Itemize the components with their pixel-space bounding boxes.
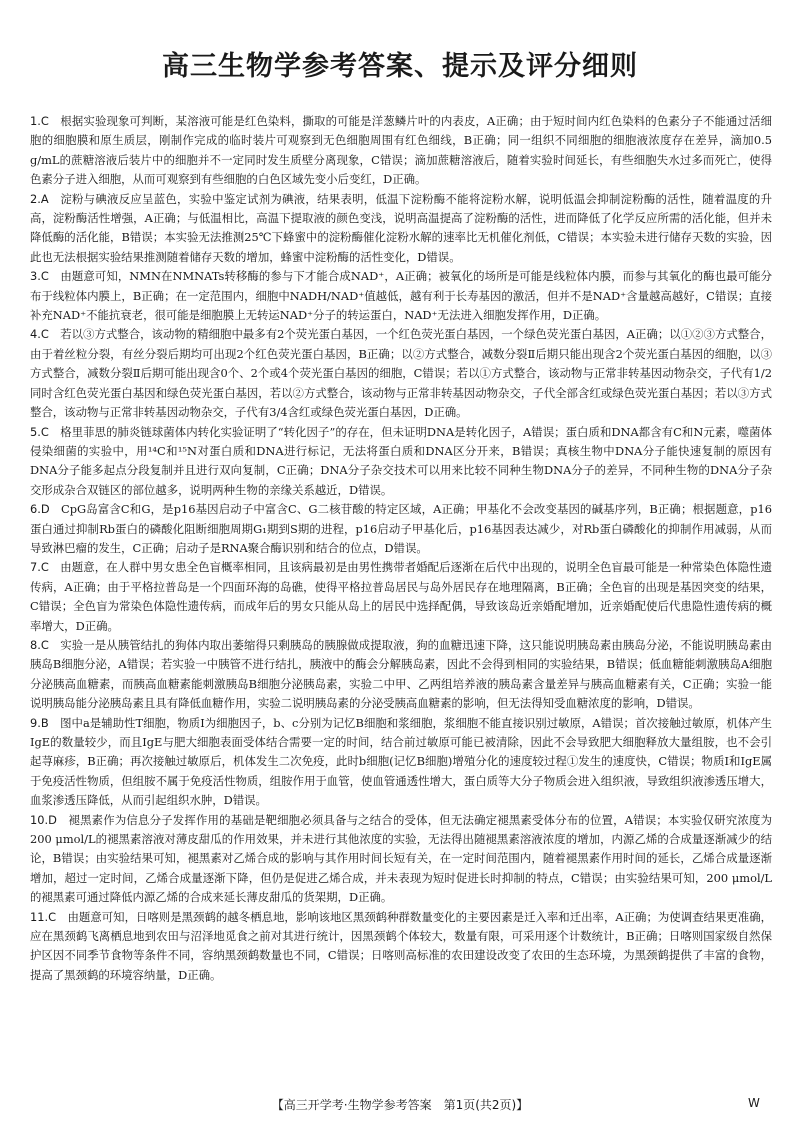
- answer-number: 11.C: [30, 909, 57, 924]
- answer-number: 6.D: [30, 502, 50, 517]
- answer-item: [30, 908, 772, 986]
- answer-explanation: 由题意可知，日喀则是黑颈鹤的越冬栖息地，影响该地区黑颈鹤种群数量变化的主要因素是迁入率和迁出率，A正确；为使调查结果更准确，应在黑颈鹤飞离栖息地到农田与沼泽地觅食之前对其进行统计，因黑颈鹤个体较大，数量有限，可采用逐个计数统计，B正确；日喀则国家级自然保护区因不同季节食物等条件不同，容纳黑颈鹤数量也不同，C错误；日喀则高标准的农田建设改变了农田的生态环境，为黑颈鹤提供了丰富的食物，提高了黑颈鹤的环境容纳量，D正确。: [30, 909, 772, 982]
- answer-number: 2.A: [30, 191, 49, 206]
- answer-explanation: 淀粉与碘液反应呈蓝色，实验中鉴定试剂为碘液，结果表明，低温下淀粉酶不能将淀粉水解，说明低温会抑制淀粉酶的活性，随着温度的升高，淀粉酶活性增强，A正确；与低温相比，高温下提取液的颜色变浅，说明高温提高了淀粉酶的活性，进而降低了化学反应所需的活化能，但并未降低酶的活化能，B错误；本实验无法推测25℃下蜂蜜中的淀粉酶催化淀粉水解的速率比无机催化剂低，C错误；本实验未进行储存天数的实验，因此也无法根据实验结果推测随着储存天数的增加，蜂蜜中淀粉酶的活性变化，D错误。: [30, 191, 772, 264]
- answer-item: [30, 325, 772, 422]
- answer-number: 7.C: [30, 560, 49, 575]
- page-footer: 【高三开学考·生物学参考答案 第1页(共2页)】: [271, 1098, 529, 1112]
- answer-number: 8.C: [30, 637, 49, 652]
- answer-explanation: 实验一是从胰管结扎的狗体内取出萎缩得只剩胰岛的胰腺做成提取液，狗的血糖迅速下降，这只能说明胰岛素由胰岛分泌，不能说明胰岛素由胰岛B细胞分泌，A错误；若实验一中胰管不进行结扎，胰液中的酶会分解胰岛素，因此不会得到相同的实验结果，B错误；低血糖能刺激胰岛A细胞分泌胰高血糖素，而胰高血糖素能刺激胰岛B细胞分泌胰岛素，实验二中甲、乙两组培养液的胰岛素含量差异与胰高血糖素有关，C正确；实验一能说明胰岛能分泌胰岛素且具有降低血糖作用，实验二说明胰岛素的分泌受胰高血糖素的影响，但无法得知受血糖浓度的影响，D错误。: [30, 637, 772, 711]
- answer-item: [30, 112, 772, 190]
- answer-item: [30, 500, 772, 558]
- answer-explanation: 图中a是辅助性T细胞，物质Ⅰ为细胞因子，b、c分别为记忆B细胞和浆细胞，浆细胞不能直接识别过敏原，A错误；首次接触过敏原，机体产生IgE的数量较少，而且IgE与肥大细胞表面受体结合需要一定的时间，结合前过敏原可能已被清除，因此不会导致肥大细胞释放大量组胺，也不会引起荨麻疹，B正确；再次接触过敏原后，机体发生二次免疫，此时b细胞(记忆B细胞)增殖分化的速度较过程①发生的速度快，C错误；物质Ⅰ和IgE属于免疫活性物质，但组胺不属于免疫活性物质，组胺作用于血管，使血管通透性增大，蛋白质等大分子物质会进入组织液，导致组织液渗透压增大，血浆渗透压降低，从而引起组织水肿，D错误。: [30, 715, 772, 808]
- answer-explanation: 由题意可知，NMN在NMNATs转移酶的参与下才能合成NAD⁺，A正确；被氧化的场所是可能是线粒体内膜，而参与其氧化的酶也最可能分布于线粒体内膜上，B正确；在一定范围内，细胞中NADH/NAD⁺值越低，越有利于长寿基因的激活，但并不是NAD⁺含量越高越好，C错误；直接补充NAD⁺不能抗衰老，很可能是细胞膜上无转运NAD⁺分子的转运蛋白，NAD⁺无法进入细胞发挥作用，D正确。: [30, 269, 772, 323]
- answer-explanation: 格里菲思的肺炎链球菌体内转化实验证明了“转化因子”的存在，但未证明DNA是转化因子，A错误；蛋白质和DNA都含有C和N元素，噬菌体侵染细菌的实验中，用¹⁴C和¹⁵N对蛋白质和DNA进行标记，无法将蛋白质和DNA区分开来，B错误；真核生物中DNA分子能快速复制的原因有DNA分子能多起点分段复制并且进行双向复制，C正确；DNA分子杂交技术可以用来比较不同种生物DNA分子的差异，不同种生物的DNA分子杂交形成杂合双链区的部位越多，说明两种生物的亲缘关系越近，D错误。: [30, 424, 772, 497]
- answer-explanation: 褪黑素作为信息分子发挥作用的基础是靶细胞必须具备与之结合的受体，但无法确定褪黑素受体分布的位置，A错误；本实验仅研究浓度为200 μmol/L的褪黑素溶液对薄皮甜瓜的作用效果，并未进行其他浓度的实验，无法得出随褪黑素溶液浓度的增加，内源乙烯的合成量逐渐减少的结论，B错误；由实验结果可知，褪黑素对乙烯合成的影响与其作用时间长短有关，在一定时间范围内，随着褪黑素作用时间的延长，乙烯合成量逐渐增加，超过一定时间，乙烯合成量逐渐下降，但仍是促进乙烯合成，并未表现为短时促进长时抑制的特点，C错误；由实验结果可知，200 μmol/L的褪黑素可通过降低内源乙烯的合成来延长薄皮甜瓜的货架期，D正确。: [30, 812, 772, 905]
- page-title: 高三生物学参考答案、提示及评分细则: [162, 51, 638, 82]
- footer-code: W: [748, 1096, 760, 1110]
- answer-number: 5.C: [30, 424, 49, 439]
- answer-list: [30, 112, 772, 985]
- answer-item: [30, 714, 772, 811]
- answer-explanation: CpG岛富含C和G，是p16基因启动子中富含C、G二核苷酸的特定区域，A正确；甲基化不会改变基因的碱基序列，B正确；根据题意，p16蛋白通过抑制Rb蛋白的磷酸化阻断细胞周期G₁期到S期的进程，p16启动子甲基化后，p16基因表达减少，对Rb蛋白磷酸化的抑制作用减弱，从而导致淋巴瘤的发生，C正确；启动子是RNA聚合酶识别和结合的位点，D错误。: [30, 502, 772, 555]
- answer-item: [30, 267, 772, 325]
- answer-item: [30, 558, 772, 636]
- answer-number: 3.C: [30, 269, 49, 284]
- answer-item: [30, 190, 772, 268]
- answer-explanation: 根据实验现象可判断，某溶液可能是红色染料，撕取的可能是洋葱鳞片叶的内表皮，A正确；由于短时间内红色染料的色素分子不能通过活细胞的细胞膜和原生质层，刚制作完成的临时装片可观察到无色细胞周围有红色细线，B正确；同一组织不同细胞的细胞液浓度存在差异，滴加0.5 g/mL的蔗糖溶液后装片中的细胞并不一定同时发生质壁分离现象，C错误；滴加蔗糖溶液后，随着实验时间延长，有些细胞失水过多而死亡，使得色素分子进入细胞，从而可观察到有些细胞的白色区域先变小后变红，D正确。: [30, 114, 772, 187]
- answer-explanation: 由题意，在人群中男女患全色盲概率相同，且该病最初是由男性携带者婚配后逐渐在后代中出现的，说明全色盲最可能是一种常染色体隐性遗传病，A正确；由于平格拉普岛是一个四面环海的岛礁，使得平格拉普岛居民与岛外居民存在地理隔离，B正确；全色盲的出现是基因突变的结果，C错误；全色盲为常染色体隐性遗传病，而成年后的男女只能从岛上的居民中选择配偶，导致该岛近亲婚配增加，近亲婚配使后代患隐性遗传病的概率增大，D正确。: [30, 560, 772, 633]
- answer-item: [30, 811, 772, 908]
- answer-number: 1.C: [30, 114, 49, 128]
- answer-item: [30, 423, 772, 501]
- answer-explanation: 若以③方式整合，该动物的精细胞中最多有2个荧光蛋白基因，一个红色荧光蛋白基因，一个绿色荧光蛋白基因，A正确；以①②③方式整合，由于着丝粒分裂，有丝分裂后期均可出现2个红色荧光蛋白基因，B正确；以②方式整合，减数分裂Ⅱ后期只能出现含2个荧光蛋白基因的细胞，以③方式整合，减数分裂Ⅱ后期可能出现含0个、2个或4个荧光蛋白基因的细胞，C错误；若以①方式整合，该动物与正常非转基因动物杂交，子代有1/2同时含红色荧光蛋白基因和绿色荧光蛋白基因，若以②方式整合，该动物与正常非转基因动物杂交，子代全部含红或绿色荧光蛋白基因；若以③方式整合，该动物与正常非转基因动物杂交，子代有3/4含红或绿色荧光蛋白基因，D正确。: [30, 327, 772, 420]
- answer-item: [30, 636, 772, 714]
- answer-number: 9.B: [30, 715, 49, 730]
- answer-number: 4.C: [30, 327, 49, 342]
- answer-number: 10.D: [30, 812, 57, 827]
